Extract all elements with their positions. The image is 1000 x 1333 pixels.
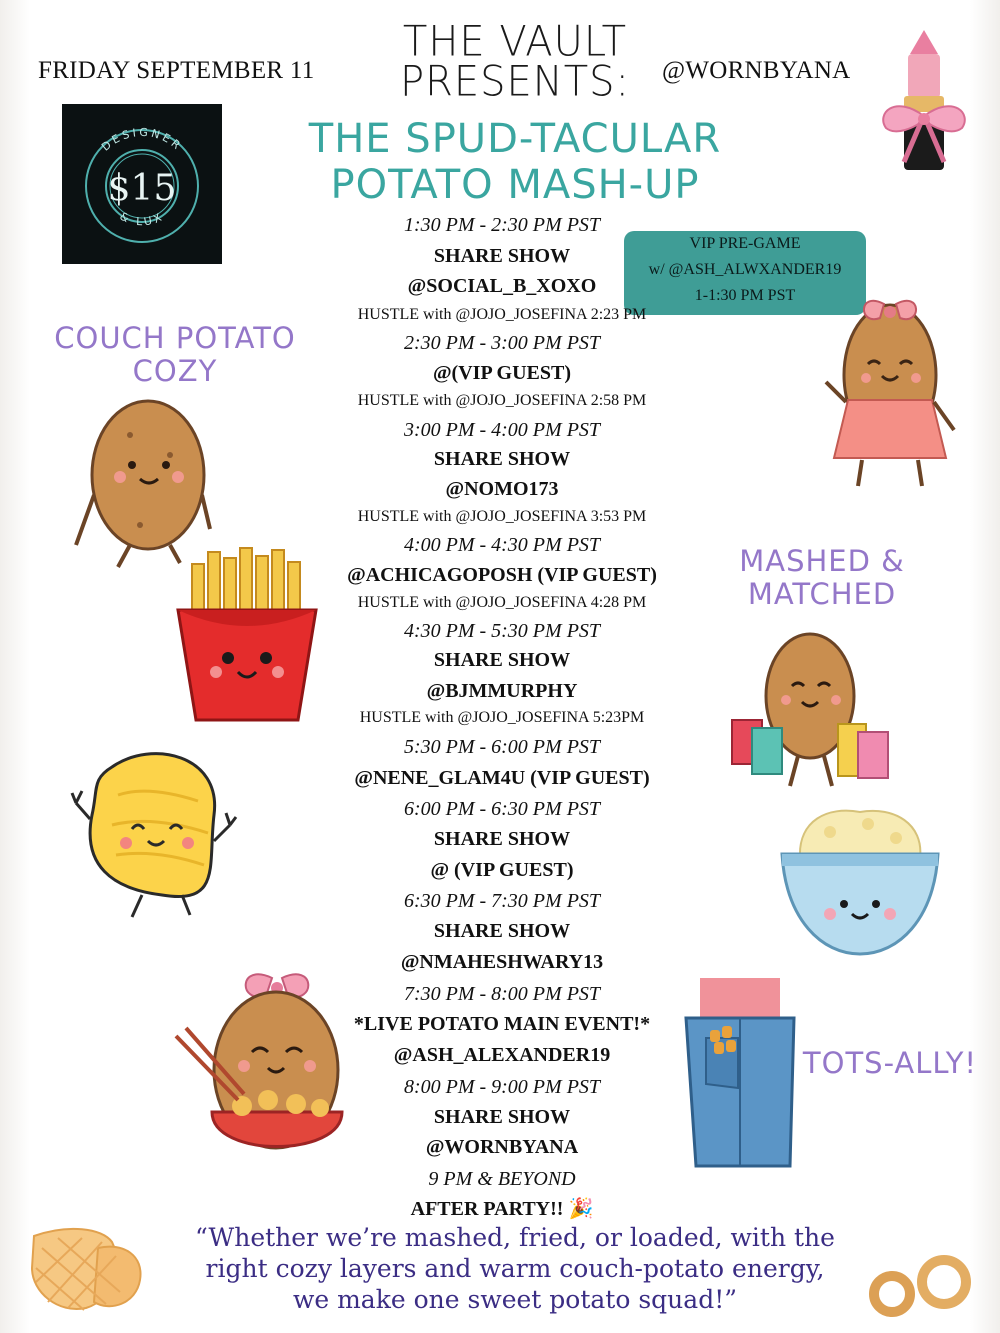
- vip-line-1: VIP PRE-GAME: [689, 235, 801, 252]
- french-fries-icon: [172, 548, 322, 723]
- mashed-line-1: MASHED &: [739, 544, 905, 578]
- schedule-hustle-row: HUSTLE with @JOJO_JOSEFINA 4:28 PM: [357, 594, 647, 611]
- schedule-bold-row: AFTER PARTY!! 🎉: [410, 1198, 594, 1220]
- event-title: [240, 116, 790, 208]
- schedule-time-row: 8:00 PM - 9:00 PM PST: [403, 1076, 601, 1098]
- schedule-bold-row: SHARE SHOW: [433, 448, 571, 470]
- designer-lux-logo: [62, 104, 222, 264]
- event-title-line-1: THE SPUD-TACULAR: [308, 116, 722, 162]
- mashed-line-2: MATCHED: [747, 577, 897, 611]
- schedule-bold-row: @BJMMURPHY: [426, 680, 578, 702]
- logo-badge-icon: [62, 104, 222, 264]
- logo-arc-bottom: & LUX: [117, 209, 167, 229]
- tots-ally-label: TOTS-ALLY!: [802, 1046, 978, 1080]
- schedule-time-row: 3:00 PM - 4:00 PM PST: [403, 419, 601, 441]
- schedule-bold-row: @WORNBYANA: [425, 1136, 579, 1158]
- schedule-bold-row: SHARE SHOW: [433, 828, 571, 850]
- schedule-time-row: 2:30 PM - 3:00 PM PST: [403, 332, 601, 354]
- schedule-hustle-row: HUSTLE with @JOJO_JOSEFINA 2:23 PM: [357, 306, 647, 323]
- logo-arc-top: DESIGNER: [99, 125, 185, 154]
- potato-girl-bow-icon: [818, 290, 963, 495]
- couch-line-1: COUCH POTATO: [54, 321, 296, 355]
- event-date: FRIDAY SEPTEMBER 11: [38, 57, 315, 84]
- potato-eating-icon: [172, 958, 347, 1168]
- schedule-time-row: 4:00 PM - 4:30 PM PST: [403, 534, 601, 556]
- schedule-time-row: 1:30 PM - 2:30 PM PST: [403, 214, 601, 236]
- title-the-vault: [380, 17, 650, 107]
- svg-text:& LUX: [118, 210, 167, 229]
- title-line-1: THE VAULT: [402, 17, 628, 67]
- schedule-bold-row: @ASH_ALEXANDER19: [393, 1044, 611, 1066]
- potato-shopping-icon: [728, 628, 893, 793]
- schedule-bold-row: @NOMO173: [445, 478, 559, 500]
- schedule-bold-row: SHARE SHOW: [433, 649, 571, 671]
- couch-line-2: COZY: [132, 354, 218, 388]
- schedule-time-row: 7:30 PM - 8:00 PM PST: [403, 983, 601, 1005]
- schedule-bold-row: @(VIP GUEST): [432, 362, 572, 384]
- mashed-bowl-icon: [778, 800, 943, 958]
- schedule-hustle-row: HUSTLE with @JOJO_JOSEFINA 2:58 PM: [357, 392, 647, 409]
- schedule-time-row: 5:30 PM - 6:00 PM PST: [403, 736, 601, 758]
- lipstick-bow-icon: [870, 24, 980, 174]
- schedule-bold-row: @NENE_GLAM4U (VIP GUEST): [354, 767, 650, 789]
- schedule-bold-row: SHARE SHOW: [433, 245, 571, 267]
- vip-line-2: w/ @ASH_ALWXANDER19: [648, 261, 842, 278]
- vip-line-3: 1-1:30 PM PST: [694, 287, 796, 304]
- potato-chip-icon: [72, 745, 237, 920]
- schedule-time-row: 9 PM & BEYOND: [428, 1168, 576, 1190]
- schedule-time-row: 6:00 PM - 6:30 PM PST: [403, 798, 601, 820]
- host-handle: @WORNBYANA: [662, 57, 851, 84]
- schedule-bold-row: @ (VIP GUEST): [430, 859, 574, 881]
- schedule-bold-row: SHARE SHOW: [433, 1106, 571, 1128]
- schedule-bold-row: SHARE SHOW: [433, 920, 571, 942]
- waffle-fries-icon: [28, 1222, 146, 1314]
- schedule-time-row: 4:30 PM - 5:30 PM PST: [403, 620, 601, 642]
- schedule-hustle-row: HUSTLE with @JOJO_JOSEFINA 3:53 PM: [357, 508, 647, 525]
- title-line-2: PRESENTS:: [399, 57, 631, 107]
- schedule-bold-row: *LIVE POTATO MAIN EVENT!*: [353, 1013, 651, 1035]
- schedule-hustle-row: HUSTLE with @JOJO_JOSEFINA 5:23PM: [359, 709, 645, 726]
- schedule-bold-row: @NMAHESHWARY13: [400, 951, 604, 973]
- closing-quote: [150, 1222, 880, 1315]
- quote-line-2: right cozy layers and warm couch-potato energy,: [205, 1254, 825, 1283]
- jeans-tots-icon: [686, 978, 798, 1168]
- mashed-matched-label: [722, 545, 922, 611]
- logo-price: $15: [107, 168, 177, 209]
- quote-line-3: we make one sweet potato squad!”: [292, 1285, 738, 1314]
- potato-sitting-icon: [70, 395, 220, 570]
- onion-rings-icon: [868, 1254, 973, 1320]
- event-title-line-2: POTATO MASH-UP: [330, 162, 700, 208]
- schedule-bold-row: @ACHICAGOPOSH (VIP GUEST): [347, 564, 657, 586]
- couch-potato-label: [50, 322, 300, 388]
- schedule-time-row: 6:30 PM - 7:30 PM PST: [403, 890, 601, 912]
- quote-line-1: “Whether we’re mashed, fried, or loaded, with the: [195, 1223, 835, 1252]
- schedule-bold-row: @SOCIAL_B_XOXO: [407, 275, 597, 297]
